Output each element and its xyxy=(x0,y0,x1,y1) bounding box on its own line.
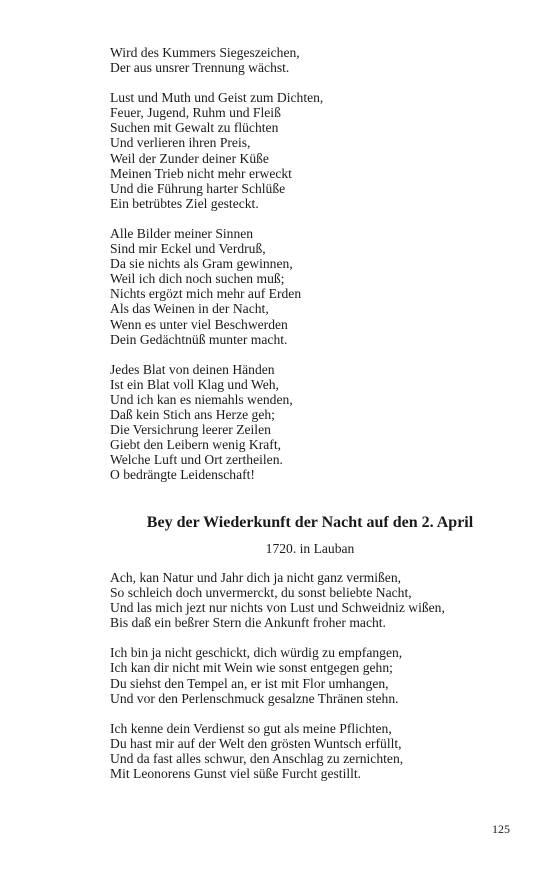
verse-line: Meinen Trieb nicht mehr erweckt xyxy=(110,165,292,181)
stanza xyxy=(110,226,510,347)
verse-line: Ich kan dir nicht mit Wein wie sonst entgegen gehn; xyxy=(110,660,393,676)
stanza xyxy=(110,721,530,781)
poem-continuation xyxy=(110,45,510,497)
verse-line: Ich kenne dein Verdienst so gut als meine Pflichten, xyxy=(110,720,392,736)
verse-line: Du hast mir auf der Welt den grösten Wuntsch erfüllt, xyxy=(110,735,402,751)
verse-line: Jedes Blat von deinen Händen xyxy=(110,361,275,377)
verse-line: Dein Gedächtnüß munter macht. xyxy=(110,331,288,347)
stanza xyxy=(110,645,530,705)
verse-line: Und da fast alles schwur, den Anschlag zu zernichten, xyxy=(110,750,404,766)
verse-line: Weil ich dich noch suchen muß; xyxy=(110,271,285,287)
verse-line: Du siehst den Tempel an, er ist mit Flor umhangen, xyxy=(110,675,389,691)
verse-line: Mit Leonorens Gunst viel süße Furcht gestillt. xyxy=(110,766,362,782)
verse-line: Sind mir Eckel und Verdruß, xyxy=(110,241,266,257)
verse-line: Die Versichrung leerer Zeilen xyxy=(110,422,271,438)
stanza xyxy=(110,570,530,630)
poem-body xyxy=(110,570,530,796)
verse-line: Und vor den Perlenschmuck gesalzne Thränen stehn. xyxy=(110,690,399,706)
verse-line: Wird des Kummers Siegeszeichen, xyxy=(110,45,300,60)
verse-line: Ach, kan Natur und Jahr dich ja nicht ganz vermißen, xyxy=(110,570,402,585)
verse-line: Als das Weinen in der Nacht, xyxy=(110,301,269,317)
verse-line: Ich bin ja nicht geschickt, dich würdig zu empfangen, xyxy=(110,645,403,661)
stanza xyxy=(110,362,510,483)
verse-line: Und verlieren ihren Preis, xyxy=(110,135,251,151)
verse-line: Welche Luft und Ort zertheilen. xyxy=(110,452,283,468)
verse-line: Ist ein Blat voll Klag und Weh, xyxy=(110,376,279,392)
verse-line: Der aus unsrer Trennung wächst. xyxy=(110,60,290,76)
stanza xyxy=(110,45,510,75)
verse-line: Wenn es unter viel Beschwerden xyxy=(110,316,288,332)
verse-line: Daß kein Stich ans Herze geh; xyxy=(110,406,275,422)
page-number: 125 xyxy=(492,822,510,836)
verse-line: O bedrängte Leidenschaft! xyxy=(110,467,255,483)
verse-line: Weil der Zunder deiner Küße xyxy=(110,150,269,166)
poem-subtitle: 1720. in Lauban xyxy=(265,541,355,556)
verse-line: Und las mich jezt nur nichts von Lust und Schweidniz wißen, xyxy=(110,600,445,616)
verse-line: Giebt den Leibern wenig Kraft, xyxy=(110,437,281,453)
stanza xyxy=(110,90,510,211)
verse-line: Und die Führung harter Schlüße xyxy=(110,180,286,196)
verse-line: So schleich doch unvermerckt, du sonst beliebte Nacht, xyxy=(110,585,412,601)
verse-line: Nichts ergözt mich mehr auf Erden xyxy=(110,286,302,302)
poem-title: Bey der Wiederkunft der Nacht auf den 2. April xyxy=(146,514,474,531)
verse-line: Feuer, Jugend, Ruhm und Fleiß xyxy=(110,105,281,121)
verse-line: Bis daß ein beßrer Stern die Ankunft froher macht. xyxy=(110,615,386,631)
verse-line: Ein betrübtes Ziel gesteckt. xyxy=(110,195,259,211)
verse-line: Lust und Muth und Geist zum Dichten, xyxy=(110,90,324,106)
verse-line: Da sie nichts als Gram gewinnen, xyxy=(110,256,293,272)
verse-line: Alle Bilder meiner Sinnen xyxy=(110,225,254,241)
verse-line: Und ich kan es niemahls wenden, xyxy=(110,391,293,407)
verse-line: Suchen mit Gewalt zu flüchten xyxy=(110,120,279,136)
